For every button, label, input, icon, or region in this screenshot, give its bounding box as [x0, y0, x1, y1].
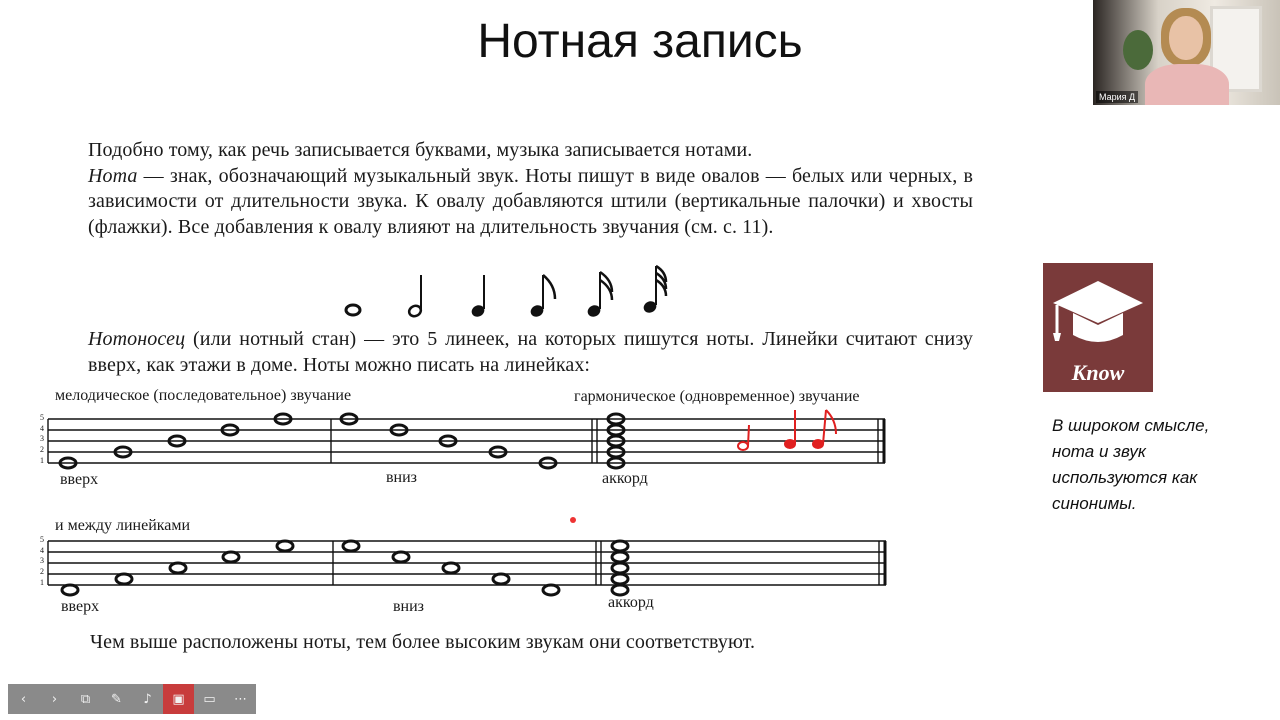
thirtysecond-note [642, 266, 666, 314]
label-chord-2: аккорд [608, 594, 654, 611]
term-notonosets: Нотоносец [88, 328, 186, 350]
mute-audio-icon[interactable]: ♪ [143, 691, 152, 707]
screen-share-icon[interactable]: ▭ [203, 691, 216, 707]
participant-name: Мария Д [1096, 91, 1138, 103]
label-between: и между линейками [55, 517, 191, 534]
laser-pointer-dot [570, 517, 576, 523]
next-slide-button[interactable]: › [51, 691, 58, 707]
sixteenth-note [586, 272, 612, 318]
staff-lines-1 [48, 419, 885, 463]
slide-title: Нотная запись [477, 15, 803, 68]
more-options-icon[interactable]: ⋯ [234, 691, 247, 707]
nota-definition: — знак, обозначающий музыкальный звук. Ноты пишут в виде овалов — белых или черных, в зависимости от длительности звука. К овалу добавляются штили (вертикальные палочки) и хвосты (флажки). Все добавления к овалу влияют на длительность звучания (см. с. 11). [88, 164, 973, 238]
side-note: В широком смысле, нота и звук используются как синонимы. [1052, 416, 1210, 513]
paragraph-conclusion: Чем выше расположены ноты, тем более высоким звукам они соответствуют. [90, 631, 756, 653]
participant-video[interactable] [1093, 0, 1280, 105]
label-up-2: вверх [61, 598, 100, 615]
copy-icon[interactable]: ⧉ [80, 691, 91, 707]
label-chord-1: аккорд [602, 470, 648, 487]
quarter-note [470, 275, 485, 318]
know-logo [1043, 263, 1153, 392]
label-down-1: вниз [386, 469, 417, 486]
term-nota: Нота [88, 164, 138, 187]
pen-icon[interactable]: ✎ [111, 691, 122, 707]
label-melodic: мелодическое (последовательное) звучание [55, 387, 352, 404]
video-camera-icon[interactable]: ▣ [163, 684, 194, 714]
whole-note [346, 305, 360, 315]
staff-definition: (или нотный стан) — это 5 линеек, на которых пишутся ноты. Линейки считают снизу вверх, как этажи в доме. Ноты можно писать на линейках: [88, 328, 973, 376]
staff2-notes [62, 541, 628, 595]
half-note [407, 275, 422, 318]
presentation-toolbar [8, 684, 256, 714]
label-down-2: вниз [393, 598, 424, 615]
graduation-cap-icon [1043, 263, 1153, 363]
prev-slide-button[interactable]: ‹ [20, 691, 27, 707]
label-up-1: вверх [60, 471, 99, 488]
eighth-note [529, 275, 555, 318]
duration-notes [346, 266, 666, 318]
line-numbers-2: 5 4 3 2 1 [40, 535, 44, 587]
intro-line: Подобно тому, как речь записывается буквами, музыка записывается нотами. [88, 139, 753, 161]
line-numbers-1: 5 4 3 2 1 [40, 413, 44, 465]
label-harmonic: гармоническое (одновременное) звучание [574, 388, 860, 405]
logo-text: Know [1071, 360, 1125, 385]
paragraph-staff [88, 327, 973, 378]
plant-background [1123, 30, 1153, 70]
